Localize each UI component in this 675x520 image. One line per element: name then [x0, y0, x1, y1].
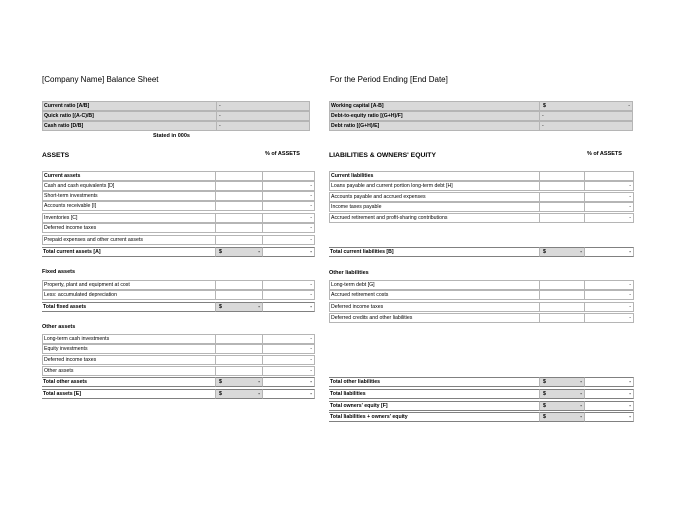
ratio-row[interactable]	[329, 111, 633, 121]
table-row[interactable]: Other assets -	[42, 366, 315, 376]
table-row[interactable]: Accrued retirement costs -	[329, 290, 634, 300]
table-row[interactable]: Deferred income taxes -	[42, 223, 315, 233]
ratio-label: Cash ratio [D/B]	[42, 121, 217, 131]
total-row: Total fixed assets $ - -	[42, 302, 315, 312]
table-row[interactable]: Accounts payable and accrued expenses -	[329, 192, 634, 202]
total-row: Total current liabilities [B] $ - -	[329, 247, 634, 257]
table-row[interactable]: Loans payable and current portion long-term debt [H] -	[329, 181, 634, 191]
table-row[interactable]: Less: accumulated depreciation -	[42, 290, 315, 300]
assets-pct-heading: % of ASSETS	[265, 151, 300, 157]
table-row[interactable]: Deferred credits and other liabilities -	[329, 313, 634, 323]
table-row[interactable]: Long-term debt [G] -	[329, 280, 634, 290]
ratio-row[interactable]	[42, 101, 310, 111]
ratio-value[interactable]: -	[217, 111, 310, 121]
subsection-header: Current liabilities	[329, 171, 634, 181]
total-row: Total owners' equity [F] $ - -	[329, 401, 634, 411]
total-row: Total assets [E] $ - -	[42, 389, 315, 399]
table-row[interactable]: Equity investments -	[42, 344, 315, 354]
table-row[interactable]: Deferred income taxes -	[42, 355, 315, 365]
ratio-label: Working capital [A-B]	[329, 101, 540, 111]
table-row[interactable]: Accrued retirement and profit-sharing contributions -	[329, 213, 634, 223]
table-row[interactable]: Short-term investments -	[42, 191, 315, 201]
total-row: Total liabilities + owners' equity $ - -	[329, 412, 634, 422]
subsection-header: Current assets	[42, 171, 315, 181]
total-row: Total other assets $ - -	[42, 377, 315, 387]
ratio-row[interactable]	[329, 121, 633, 131]
table-row[interactable]: Property, plant and equipment at cost -	[42, 280, 315, 290]
ratio-value[interactable]: -	[217, 121, 310, 131]
ratio-row[interactable]	[42, 121, 310, 131]
total-row: Total current assets [A] $ - -	[42, 247, 315, 257]
table-row[interactable]: Long-term cash investments -	[42, 334, 315, 344]
period-title: For the Period Ending [End Date]	[330, 75, 448, 84]
assets-heading: ASSETS	[42, 152, 70, 159]
subsection-title: Fixed assets	[42, 269, 76, 275]
ratio-label: Debt-to-equity ratio [(G+H)/F]	[329, 111, 540, 121]
liabilities-heading: LIABILITIES & OWNERS' EQUITY	[329, 152, 436, 159]
ratio-label: Debt ratio [(G+H)/E]	[329, 121, 540, 131]
table-row[interactable]: Prepaid expenses and other current assets -	[42, 235, 315, 245]
subsection-title: Other assets	[42, 324, 76, 330]
stated-note: Stated in 000s	[153, 133, 190, 139]
table-row[interactable]: Income taxes payable -	[329, 202, 634, 212]
ratio-value[interactable]: -	[540, 121, 633, 131]
total-row: Total liabilities $ - -	[329, 389, 634, 399]
table-row[interactable]: Cash and cash equivalents [D] -	[42, 181, 315, 191]
ratio-value[interactable]: $ -	[540, 101, 633, 111]
ratio-row[interactable]	[42, 111, 310, 121]
ratio-row[interactable]	[329, 101, 633, 111]
total-row: Total other liabilities $ - -	[329, 377, 634, 387]
subsection-title: Other liabilities	[329, 270, 369, 276]
table-row[interactable]: Accounts receivable [I] -	[42, 201, 315, 211]
ratio-label: Quick ratio [(A-C)/B]	[42, 111, 217, 121]
ratio-label: Current ratio [A/B]	[42, 101, 217, 111]
table-row[interactable]: Deferred income taxes -	[329, 302, 634, 312]
liabilities-pct-heading: % of ASSETS	[587, 151, 622, 157]
ratio-value[interactable]: -	[540, 111, 633, 121]
table-row[interactable]: Inventories [C] -	[42, 213, 315, 223]
ratio-value[interactable]: -	[217, 101, 310, 111]
page-title: [Company Name] Balance Sheet	[42, 75, 159, 84]
